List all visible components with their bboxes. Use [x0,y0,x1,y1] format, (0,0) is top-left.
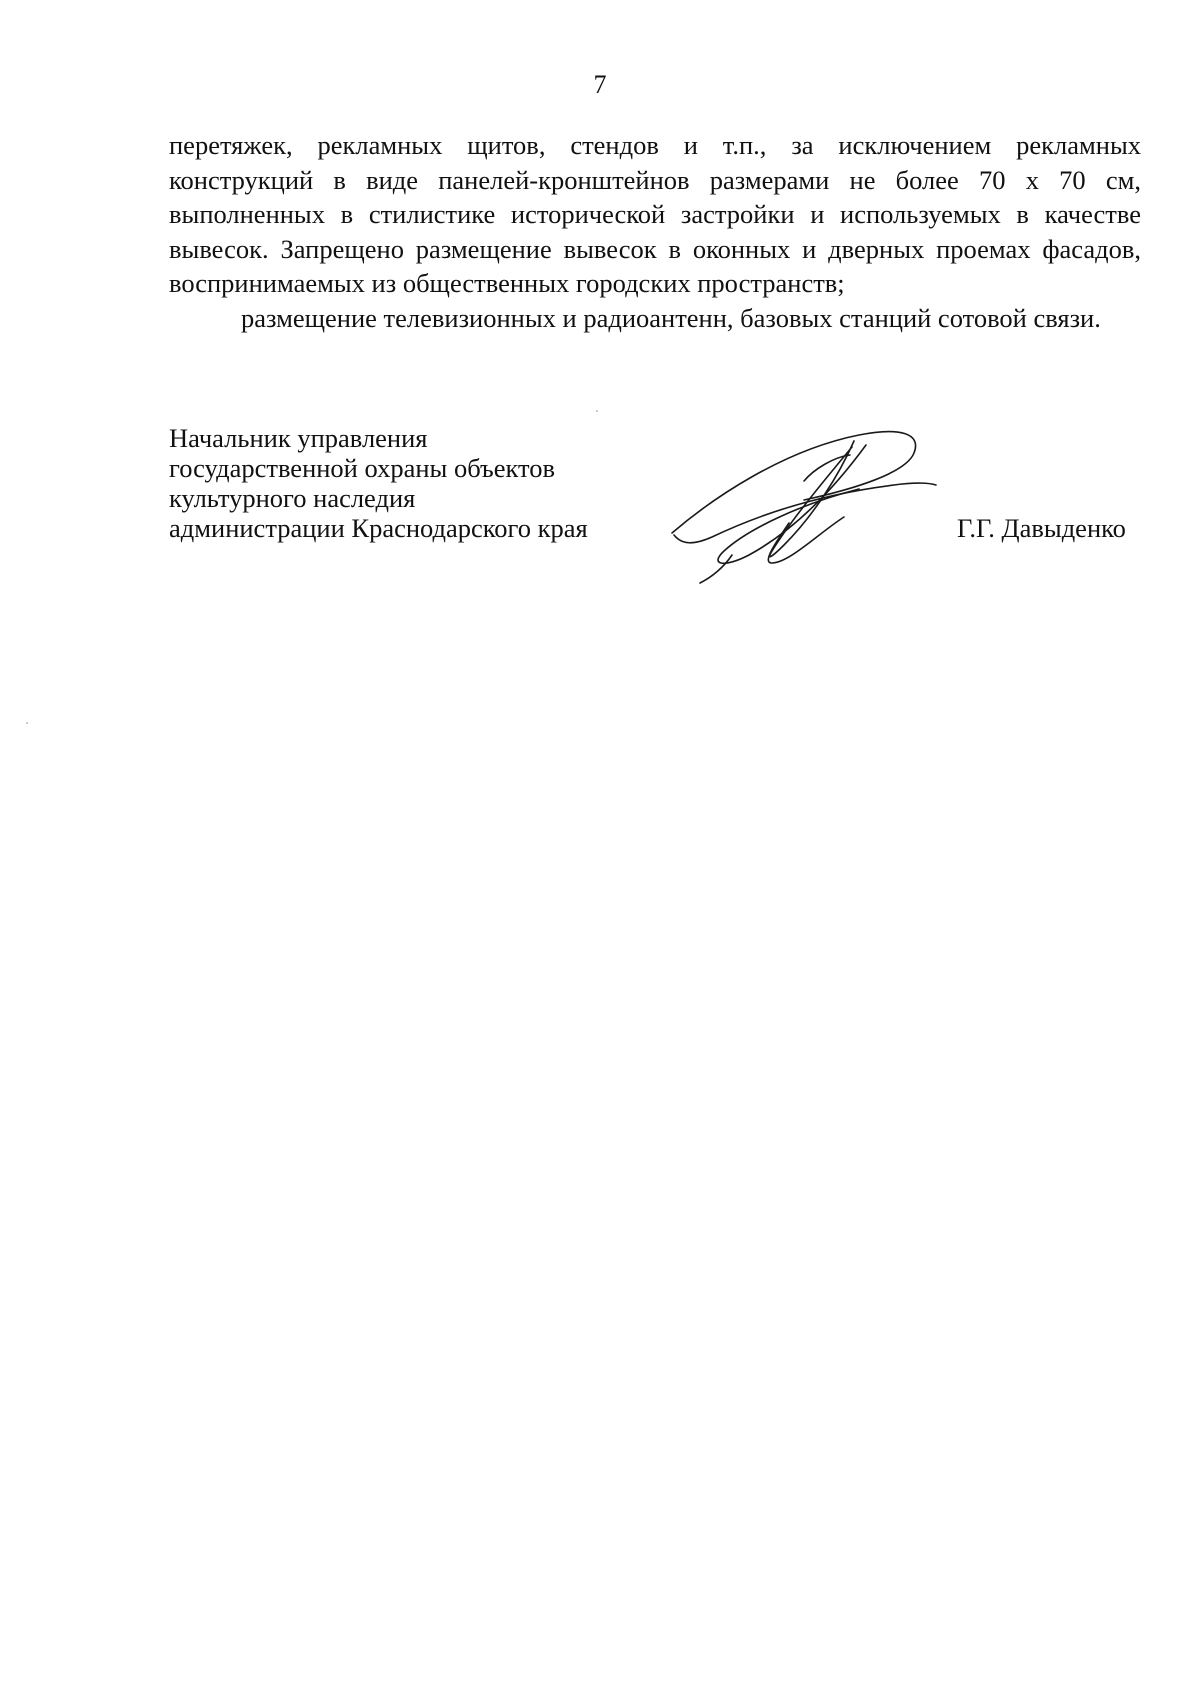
paragraph-continuation: перетяжек, рекламных щитов, стендов и т.п., за исключением рекламных конструкций в виде панелей-кронштейнов размерами не более 70 х 70 см, выполненных в стилистике исторической застройки и используемых в качестве вывесок. Запрещено размещение вывесок в оконных и дверных проемах фасадов, воспринимаемых из общественных городских пространств; [169,130,1141,298]
scan-speck [26,722,28,724]
signer-position-line: культурного наследия [169,483,416,513]
signer-name: Г.Г. Давыденко [957,513,1126,543]
signer-position-line: администрации Краснодарского края [169,513,588,543]
signature-block [169,423,1141,603]
signer-position-line: государственной охраны объектов [169,453,556,483]
scan-speck [596,410,598,412]
signer-position-line: Начальник управления [169,423,428,453]
page-number: 7 [593,70,607,99]
paragraph-antennas: размещение телевизионных и радиоантенн, базовых станций сотовой связи. [241,302,1101,333]
body-text [169,128,1141,335]
handwritten-signature [654,405,954,605]
